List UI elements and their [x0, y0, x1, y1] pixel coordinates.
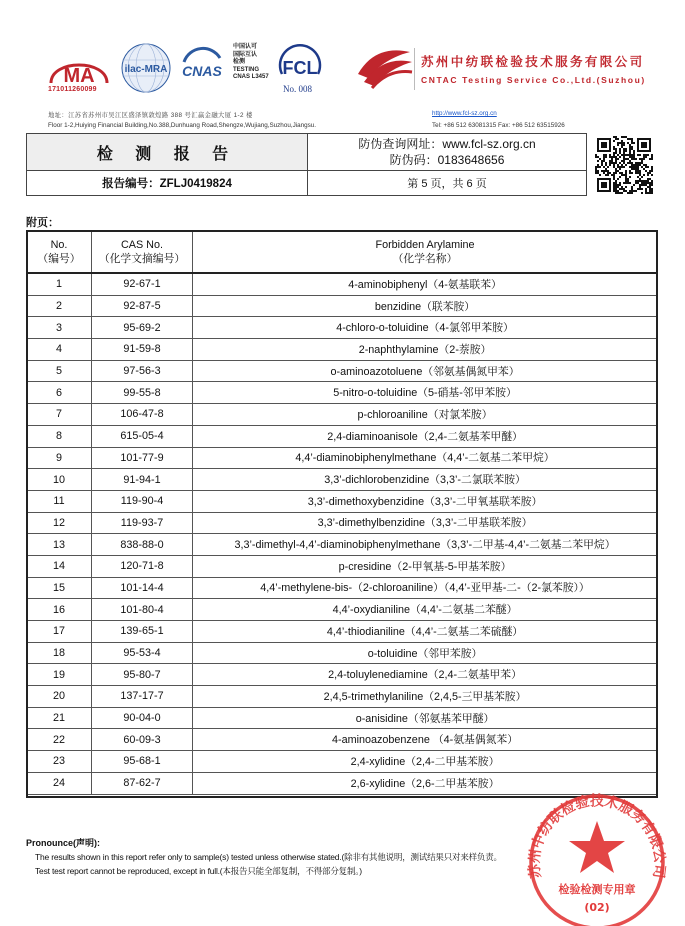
- cell-cas: 119-90-4: [92, 490, 193, 512]
- cell-cas: 90-04-0: [92, 707, 193, 729]
- cell-no: 17: [27, 621, 92, 643]
- query-site: 防伪查询网址：www.fcl-sz.org.cn: [358, 137, 536, 151]
- cell-no: 1: [27, 273, 92, 295]
- cell-name: p-chloroaniline（对氯苯胺）: [193, 404, 658, 426]
- cell-name: 2,4-xylidine（2,4-二甲基苯胺）: [193, 751, 658, 773]
- cell-cas: 101-14-4: [92, 577, 193, 599]
- address-en: Floor 1-2,Huiying Financial Building,No.388,Dunhuang Road,Shengze,Wujiang,Suzhou,Jiangsu.: [48, 122, 317, 129]
- col-header-no: No. （编号）: [27, 231, 92, 274]
- cell-name: 4-aminoazobenzene （4-氨基偶氮苯）: [193, 729, 658, 751]
- cell-cas: 95-68-1: [92, 751, 193, 773]
- pronounce-title: Pronounce(声明):: [26, 838, 100, 848]
- cell-no: 11: [27, 490, 92, 512]
- col-header-cas: CAS No. （化学文摘编号）: [92, 231, 193, 274]
- cell-no: 9: [27, 447, 92, 469]
- cell-name: p-cresidine（2-甲氧基-5-甲基苯胺）: [193, 555, 658, 577]
- cell-no: 13: [27, 534, 92, 556]
- report-header-table: [26, 133, 587, 196]
- cell-no: 8: [27, 425, 92, 447]
- fcl-number: No. 008: [283, 84, 312, 94]
- cell-name: 4,4’-thiodianiline（4,4’-二氨基二苯硫醚）: [193, 621, 658, 643]
- cell-cas: 101-80-4: [92, 599, 193, 621]
- cell-cas: 95-53-4: [92, 642, 193, 664]
- cell-name: 3,3’-dimethoxybenzidine（3,3’-二甲氧基联苯胺）: [193, 490, 658, 512]
- cell-name: 4-chloro-o-toluidine（4-氯邻甲苯胺）: [193, 317, 658, 339]
- cell-no: 18: [27, 642, 92, 664]
- cell-cas: 106-47-8: [92, 404, 193, 426]
- cell-no: 5: [27, 360, 92, 382]
- cell-name: o-aminoazotoluene（邻氨基偶氮甲苯）: [193, 360, 658, 382]
- cell-name: 4,4’-diaminobiphenylmethane（4,4’-二氨基二苯甲烷）: [193, 447, 658, 469]
- cell-name: 5-nitro-o-toluidine（5-硝基-邻甲苯胺）: [193, 382, 658, 404]
- company-name-en: CNTAC Testing Service Co.,Ltd.(Suzhou): [421, 75, 646, 85]
- website-link[interactable]: http://www.fcl-sz.org.cn: [432, 110, 497, 117]
- tel-fax: Tel: +86 512 63081315 Fax: +86 512 63515926: [432, 122, 565, 129]
- cell-cas: 87-62-7: [92, 772, 193, 794]
- cell-no: 20: [27, 686, 92, 708]
- cell-name: 4,4’-oxydianiline（4,4’-二氨基二苯醚）: [193, 599, 658, 621]
- cell-name: 2,4,5-trimethylaniline（2,4,5-三甲基苯胺）: [193, 686, 658, 708]
- page-info: 第 5 页，共 6 页: [308, 171, 587, 196]
- cell-no: 12: [27, 512, 92, 534]
- cell-no: 15: [27, 577, 92, 599]
- cell-cas: 91-59-8: [92, 339, 193, 361]
- svg-text:苏州中纺联检验技术服务有限公司: 苏州中纺联检验技术服务有限公司: [526, 793, 668, 880]
- cell-cas: 95-69-2: [92, 317, 193, 339]
- cell-cas: 119-93-7: [92, 512, 193, 534]
- cell-name: o-toluidine（邻甲苯胺）: [193, 642, 658, 664]
- cell-no: 14: [27, 555, 92, 577]
- cell-cas: 101-77-9: [92, 447, 193, 469]
- anti-fake-info: [308, 134, 587, 171]
- cell-cas: 615-05-4: [92, 425, 193, 447]
- appendix-label: 附页：: [26, 217, 59, 229]
- ilac-mra-logo: [120, 42, 172, 94]
- cell-name: 4,4’-methylene-bis-（2-chloroaniline）（4,4’-亚甲基-二-（2-氯苯胺））: [193, 577, 658, 599]
- ma-number: 171011260099: [48, 86, 97, 93]
- cell-name: 2,6-xylidine（2,6-二甲基苯胺）: [193, 772, 658, 794]
- cell-cas: 95-80-7: [92, 664, 193, 686]
- anti-fake-code: 防伪码：0183648656: [389, 153, 505, 167]
- svg-text:FCL: FCL: [282, 58, 318, 78]
- cell-no: 24: [27, 772, 92, 794]
- cell-cas: 838-88-0: [92, 534, 193, 556]
- address-cn: 地址：江苏省苏州市吴江区盛泽镇敦煌路 388 号汇赢金融大厦 1-2 楼: [48, 112, 253, 119]
- cell-no: 16: [27, 599, 92, 621]
- svg-text:CNAS: CNAS: [182, 63, 222, 79]
- cell-name: benzidine（联苯胺）: [193, 295, 658, 317]
- cntac-logo-icon: [354, 44, 414, 90]
- cell-cas: 99-55-8: [92, 382, 193, 404]
- cell-name: o-anisidine（邻氨基苯甲醚）: [193, 707, 658, 729]
- cell-cas: 137-17-7: [92, 686, 193, 708]
- seal-star-icon: [569, 821, 625, 873]
- svg-text:(02): (02): [584, 901, 610, 914]
- cell-name: 3,3’-dimethylbenzidine（3,3’-二甲基联苯胺）: [193, 512, 658, 534]
- svg-text:检验检测专用章: 检验检测专用章: [558, 883, 636, 896]
- cell-no: 3: [27, 317, 92, 339]
- cell-cas: 139-65-1: [92, 621, 193, 643]
- cell-cas: 97-56-3: [92, 360, 193, 382]
- cell-name: 2-naphthylamine（2-萘胺）: [193, 339, 658, 361]
- cell-name: 2,4-diaminoanisole（2,4-二氨基苯甲醚）: [193, 425, 658, 447]
- pronounce-line-2: Test test report cannot be reproduced, except in full.(本报告只能全部复制，不得部分复制。): [35, 866, 362, 876]
- cell-cas: 120-71-8: [92, 555, 193, 577]
- cell-cas: 60-09-3: [92, 729, 193, 751]
- header-divider: [414, 48, 415, 90]
- qr-code: [595, 136, 653, 194]
- cell-no: 10: [27, 469, 92, 491]
- company-name-cn: 苏州中纺联检验技术服务有限公司: [421, 55, 645, 69]
- pronounce-line-1: The results shown in this report refer only to sample(s) tested unless otherwise stated.(除非有其他说明，测试结果只对来样负责。: [35, 852, 502, 862]
- cell-name: 4-aminobiphenyl（4-氨基联苯）: [193, 273, 658, 295]
- cell-no: 6: [27, 382, 92, 404]
- official-seal: [522, 795, 672, 919]
- cell-name: 2,4-toluylenediamine（2,4-二氨基甲苯）: [193, 664, 658, 686]
- cell-no: 22: [27, 729, 92, 751]
- cell-no: 4: [27, 339, 92, 361]
- cell-no: 7: [27, 404, 92, 426]
- cnas-accreditation-text: 中国认可 国际互认 检测 TESTING CNAS L3457: [233, 44, 269, 80]
- cell-name: 3,3’-dichlorobenzidine（3,3’-二氯联苯胺）: [193, 469, 658, 491]
- cell-no: 23: [27, 751, 92, 773]
- cell-cas: 92-67-1: [92, 273, 193, 295]
- cell-cas: 91-94-1: [92, 469, 193, 491]
- cnas-logo: [176, 44, 228, 92]
- col-header-name: Forbidden Arylamine （化学名称）: [193, 231, 658, 274]
- cell-no: 2: [27, 295, 92, 317]
- cell-name: 3,3’-dimethyl-4,4’-diaminobiphenylmethane（3,3’-二甲基-4,4’-二氨基二苯甲烷）: [193, 534, 658, 556]
- report-title: 检 测 报 告: [27, 134, 308, 171]
- cell-no: 19: [27, 664, 92, 686]
- report-number: 报告编号：ZFLJ0419824: [27, 171, 308, 196]
- svg-text:ilac-MRA: ilac-MRA: [124, 64, 168, 75]
- cell-no: 21: [27, 707, 92, 729]
- cell-cas: 92-87-5: [92, 295, 193, 317]
- table-border: [26, 230, 658, 798]
- svg-text:MA: MA: [63, 65, 95, 87]
